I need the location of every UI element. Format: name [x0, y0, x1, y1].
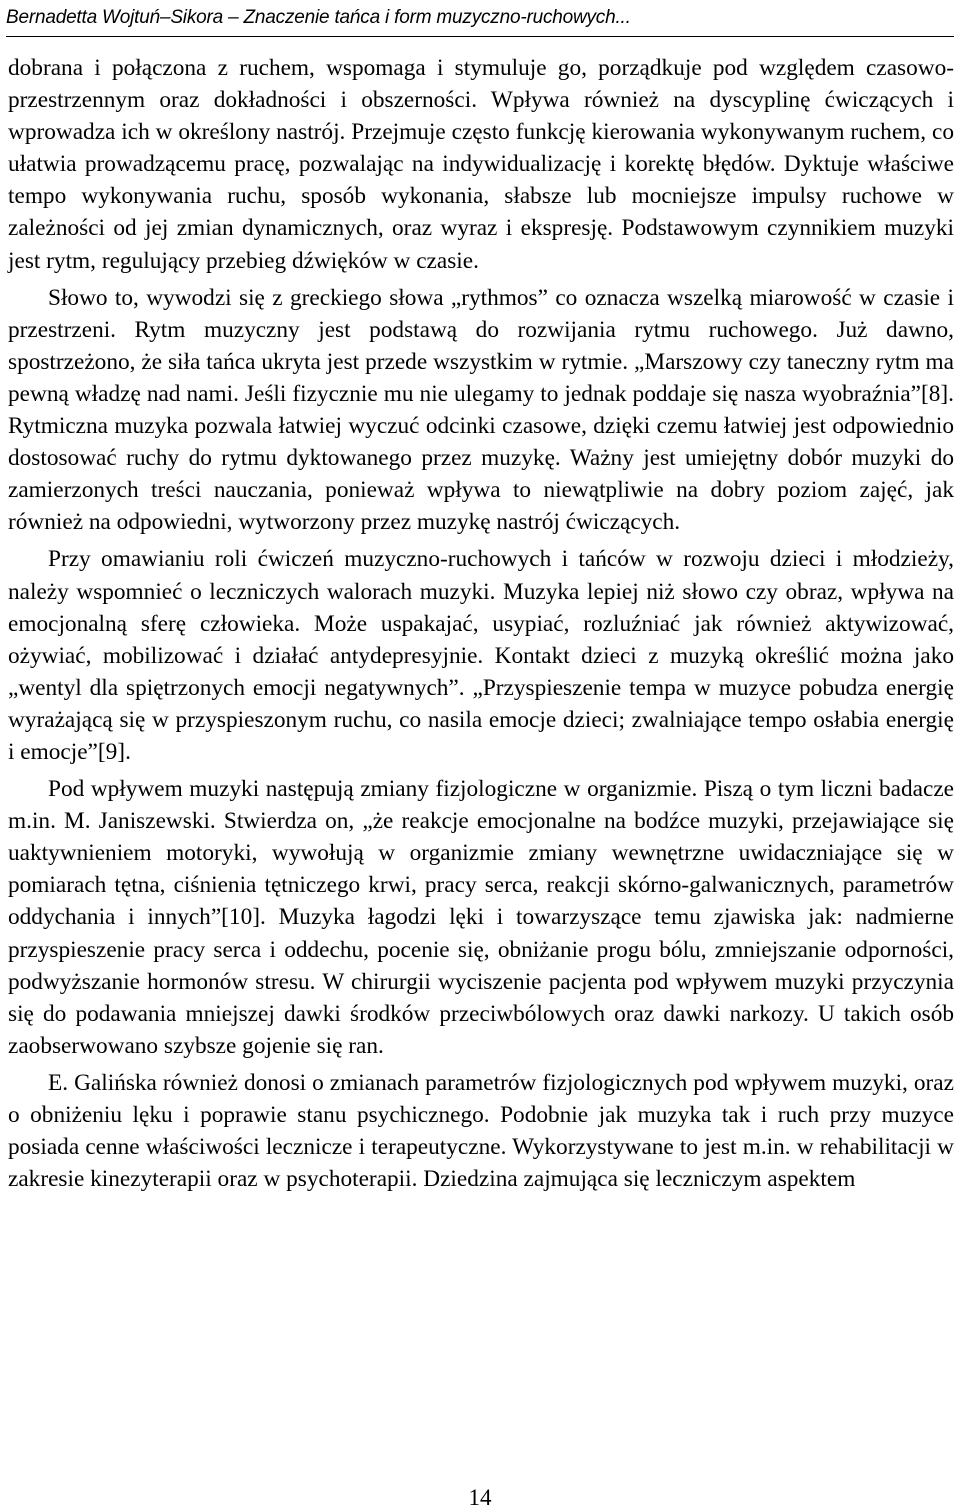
paragraph: Słowo to, wywodzi się z greckiego słowa „rythmos” co oznacza wszelką miarowość w czasie i przestrzeni. Rytm muzyczny jest podstawą do rozwijania rytmu ruchowego. Już dawno, spostrzeżono, że siła tańca ukryta jest przede wszystkim w rytmie. „Marszowy czy taneczny rytm ma pewną władzę nad nami. Jeśli fizycznie mu nie ulegamy to jednak poddaje się nasza wyobraźnia”[8]. Rytmiczna muzyka pozwala łatwiej wyczuć odcinki czasowe, dzięki czemu łatwiej jest odpowiednio dostosować ruchy do rytmu dyktowanego przez muzykę. Ważny jest umiejętny dobór muzyki do zamierzonych treści nauczania, ponieważ wpływa to niewątpliwie na dobry poziom zajęć, jak również na odpowiedni, wytworzony przez muzykę nastrój ćwiczących.: [8, 284, 954, 536]
header-rule: [6, 36, 954, 37]
paragraph: Przy omawianiu roli ćwiczeń muzyczno-ruchowych i tańców w rozwoju dzieci i młodzieży, należy wspomnieć o leczniczych walorach muzyki. Muzyka lepiej niż słowo czy obraz, wpływa na emocjonalną sferę człowieka. Może uspakajać, usypiać, rozluźniać jak również aktywizować, ożywiać, mobilizować i działać antydepresyjnie. Kontakt dzieci z muzyką określić można jako „wentyl dla spiętrzonych emocji negatywnych”. „Przyspieszenie tempa w muzyce pobudza energię wyrażającą się w przyspieszonym ruchu, co nasila emocje dzieci; zwalniające tempo osłabia energię i emocje”[9].: [8, 546, 954, 765]
paragraph: E. Galińska również donosi o zmianach parametrów fizjologicznych pod wpływem muzyki, oraz o obniżeniu lęku i poprawie stanu psychicznego. Podobnie jak muzyka tak i ruch przy muzyce posiada cenne właściwości lecznicze i terapeutyczne. Wykorzystywane to jest m.in. w rehabilitacji w zakresie kinezyterapii oraz w psychoterapii. Dziedzina zajmująca się leczniczym aspektem: [8, 1069, 954, 1193]
paragraph: dobrana i połączona z ruchem, wspomaga i stymuluje go, porządkuje pod względem czasowo-przestrzennym oraz dokładności i obszerności. Wpływa również na dyscyplinę ćwiczących i wprowadza ich w określony nastrój. Przejmuje często funkcję kierowania wykonywanym ruchem, co ułatwia prowadzącemu pracę, pozwalając na indywidualizację i korektę błędów. Dyktuje właściwe tempo wykonywania ruchu, sposób wykonania, słabsze lub mocniejsze impulsy ruchowe w zależności od jej zmian dynamicznych, oraz wyraz i ekspresję. Podstawowym czynnikiem muzyki jest rytm, regulujący przebieg dźwięków w czasie.: [8, 55, 954, 274]
body-text: [8, 52, 954, 1195]
paragraph: Pod wpływem muzyki następują zmiany fizjologiczne w organizmie. Piszą o tym liczni badacze m.in. M. Janiszewski. Stwierdza on, „że reakcje emocjonalne na bodźce muzyki, przejawiające się uaktywnieniem motoryki, wywołują w organizmie zmiany wewnętrzne uwidaczniające się w pomiarach tętna, ciśnienia tętniczego krwi, pracy serca, reakcji skórno-galwanicznych, parametrów oddychania i innych”[10]. Muzyka łagodzi lęki i towarzyszące temu zjawiska jak: nadmierne przyspieszenie pracy serca i oddechu, pocenie się, obniżanie progu bólu, zmniejszanie odporności, podwyższanie hormonów stresu. W chirurgii wyciszenie pacjenta pod wpływem muzyki przyczynia się do podawania mniejszej dawki środków przeciwbólowych oraz dawki narkozy. U takich osób zaobserwowano szybsze gojenie się ran.: [8, 776, 954, 1059]
running-header: Bernadetta Wojtuń–Sikora – Znaczenie tańca i form muzyczno-ruchowych...: [6, 7, 631, 28]
page-number: 14: [468, 1485, 492, 1510]
